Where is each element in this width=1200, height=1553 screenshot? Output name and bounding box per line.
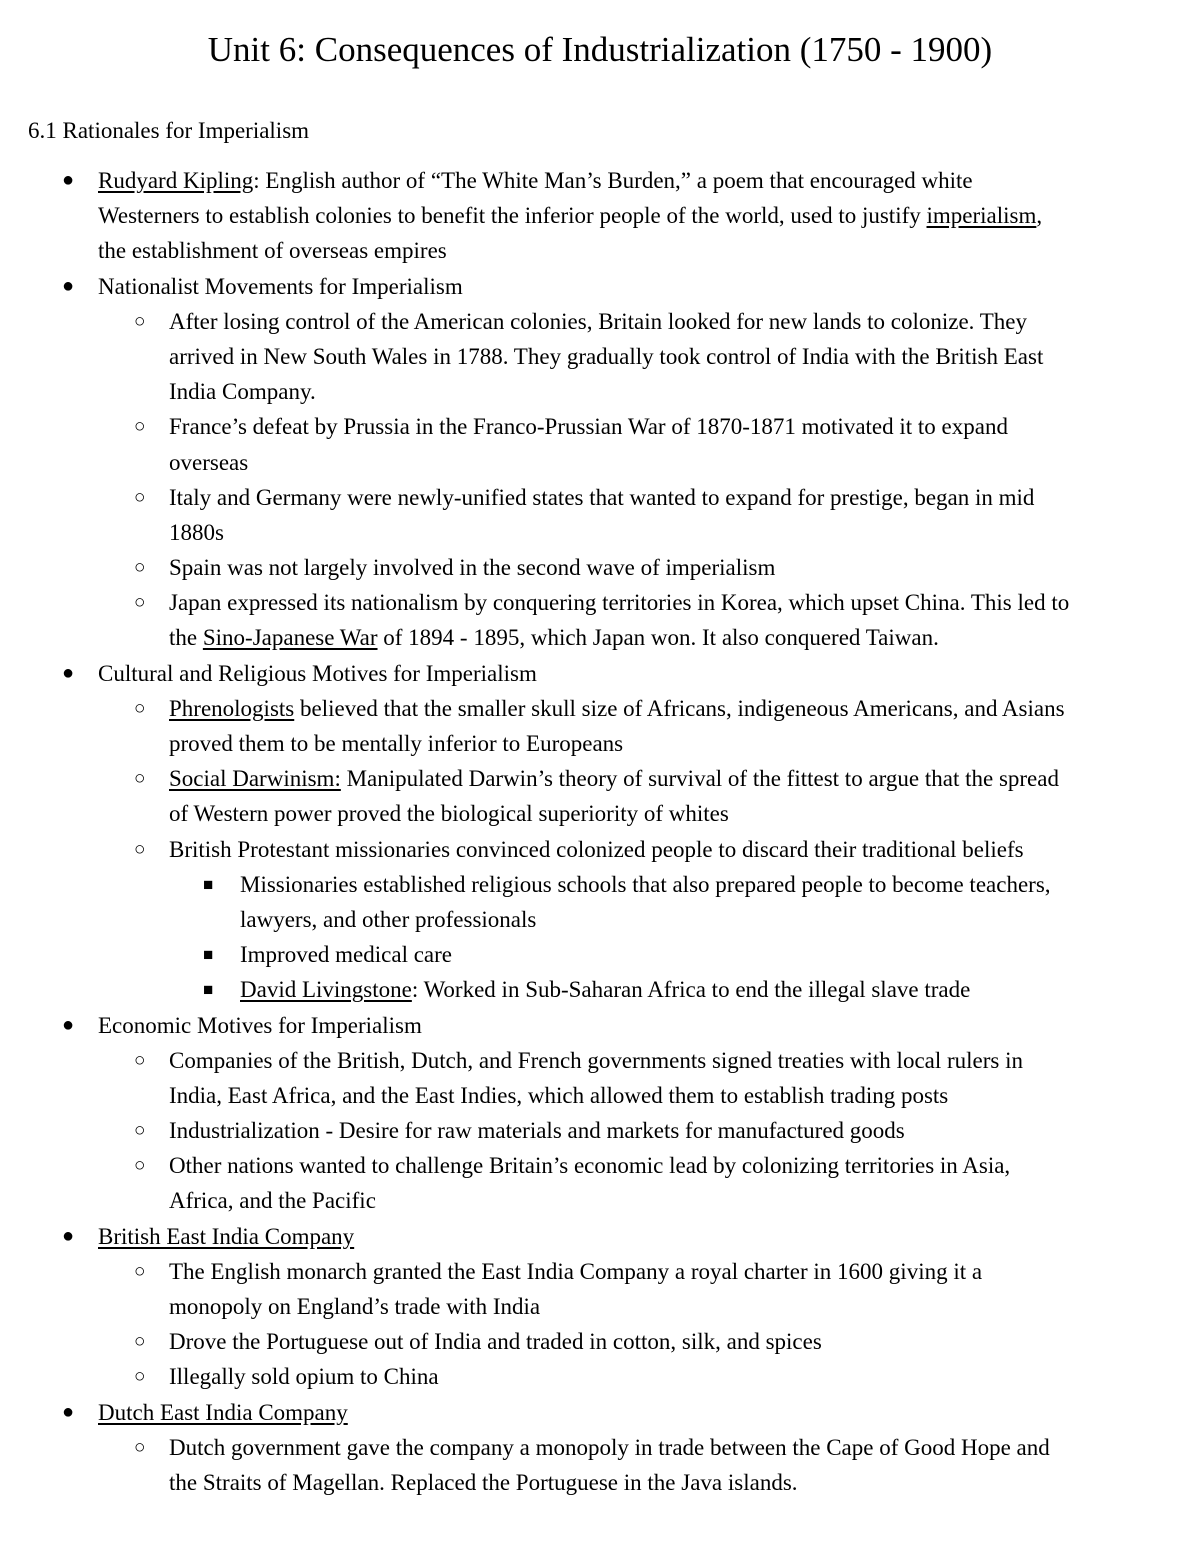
list-item: [0, 304, 1200, 339]
item-text: Cultural and Religious Motives for Imperialism: [98, 660, 537, 686]
list-item: [0, 867, 1200, 902]
item-text: Drove the Portuguese out of India and traded in cotton, silk, and spices: [169, 1329, 822, 1355]
filled-circle-bullet-icon: ●: [62, 1224, 75, 1247]
list-item-continuation: [0, 1078, 1200, 1113]
list-item: [0, 269, 1200, 304]
list-item: [0, 550, 1200, 585]
filled-circle-bullet-icon: ●: [62, 169, 75, 191]
item-text: The English monarch granted the East India Company a royal charter in 1600 giving it a: [169, 1258, 983, 1284]
filled-circle-bullet-icon: ●: [62, 1400, 75, 1423]
page-title: Unit 6: Consequences of Industrialization (1750 - 1900): [207, 30, 993, 69]
item-text: arrived in New South Wales in 1788. They gradually took control of India with the British East: [169, 343, 1044, 369]
list-item-continuation: [0, 796, 1200, 831]
filled-circle-bullet-icon: ●: [62, 274, 75, 297]
list-item-continuation: [0, 339, 1200, 374]
section-heading: 6.1 Rationales for Imperialism: [28, 118, 310, 143]
list-item-continuation: [0, 620, 1200, 655]
hollow-circle-bullet-icon: ○: [134, 310, 146, 332]
underlined-term: Phrenologists: [169, 695, 295, 721]
hollow-circle-bullet-icon: ○: [134, 416, 146, 438]
list-item: [0, 1113, 1200, 1148]
list-item: [0, 1148, 1200, 1183]
item-text: proved them to be mentally inferior to Europeans: [169, 731, 624, 756]
list-item-continuation: [0, 1183, 1200, 1218]
underlined-term: Dutch East India Company: [98, 1399, 348, 1425]
list-item: [0, 761, 1200, 796]
hollow-circle-bullet-icon: ○: [134, 1331, 146, 1353]
underlined-term: Sino-Japanese War: [202, 625, 378, 651]
item-text: India Company.: [169, 379, 316, 405]
list-item: [0, 1430, 1200, 1465]
bullet-outline: [0, 163, 1200, 1500]
hollow-circle-bullet-icon: ○: [134, 697, 146, 719]
filled-square-bullet-icon: ■: [203, 874, 214, 894]
list-item-continuation: [0, 374, 1200, 409]
list-item: [0, 1395, 1200, 1430]
item-text: the establishment of overseas empires: [98, 238, 447, 264]
list-item: [0, 163, 1200, 198]
item-text: Improved medical care: [240, 942, 452, 968]
item-text: the Straits of Magellan. Replaced the Portuguese in the Java islands.: [169, 1469, 798, 1495]
item-text: France’s defeat by Prussia in the Franco-Prussian War of 1870-1871 motivated it to expand: [169, 414, 1008, 440]
hollow-circle-bullet-icon: ○: [134, 1436, 146, 1458]
item-text: monopoly on England’s trade with India: [169, 1294, 541, 1319]
item-text: overseas: [169, 449, 249, 475]
item-text: Dutch government gave the company a monopoly in trade between the Cape of Good Hope and: [169, 1434, 1050, 1460]
list-item: [0, 1008, 1200, 1043]
underlined-term: Social Darwinism:: [169, 766, 341, 792]
item-text: Illegally sold opium to China: [169, 1364, 439, 1390]
underlined-term: imperialism: [926, 203, 1037, 229]
hollow-circle-bullet-icon: ○: [134, 557, 146, 579]
item-text: ,: [1036, 203, 1043, 229]
item-text: Africa, and the Pacific: [169, 1188, 376, 1214]
hollow-circle-bullet-icon: ○: [134, 486, 146, 508]
hollow-circle-bullet-icon: ○: [134, 1366, 146, 1388]
list-item: [0, 1043, 1200, 1078]
hollow-circle-bullet-icon: ○: [134, 1260, 146, 1282]
item-text: Nationalist Movements for Imperialism: [98, 273, 463, 299]
item-text: Missionaries established religious schools that also prepared people to become teachers,: [240, 871, 1051, 897]
item-text: Japan expressed its nationalism by conquering territories in Korea, which upset China. This led to: [169, 590, 1070, 616]
underlined-term: Rudyard Kipling: [98, 168, 254, 193]
filled-square-bullet-icon: ■: [203, 945, 214, 965]
item-text: Spain was not largely involved in the second wave of imperialism: [169, 555, 776, 581]
hollow-circle-bullet-icon: ○: [134, 1049, 146, 1071]
list-item-continuation: [0, 726, 1200, 761]
list-item-continuation: [0, 515, 1200, 550]
list-item: [0, 972, 1200, 1007]
list-item-continuation: [0, 902, 1200, 937]
list-item-continuation: [0, 445, 1200, 480]
item-text: of Western power proved the biological superiority of whites: [169, 801, 729, 827]
item-text: : Worked in Sub-Saharan Africa to end the illegal slave trade: [411, 977, 971, 1003]
item-text: British Protestant missionaries convinced colonized people to discard their traditional beliefs: [169, 836, 1024, 862]
item-text: After losing control of the American colonies, Britain looked for new lands to colonize. They: [169, 308, 1028, 334]
list-item: [0, 585, 1200, 620]
list-item: [0, 937, 1200, 972]
hollow-circle-bullet-icon: ○: [134, 592, 146, 614]
item-text: Manipulated Darwin’s theory of survival of the fittest to argue that the spread: [340, 766, 1059, 792]
list-item: [0, 409, 1200, 444]
underlined-term: British East India Company: [98, 1223, 355, 1249]
item-text: : English author of “The White Man’s Burden,” a poem that encouraged white: [253, 168, 973, 193]
filled-circle-bullet-icon: ●: [62, 661, 75, 684]
list-item-continuation: [0, 1289, 1200, 1324]
list-item: [0, 1219, 1200, 1254]
list-item: [0, 656, 1200, 691]
item-text: Economic Motives for Imperialism: [98, 1012, 422, 1038]
item-text: Westerners to establish colonies to benefit the inferior people of the world, used to justify: [98, 203, 927, 229]
list-item: [0, 1359, 1200, 1394]
filled-square-bullet-icon: ■: [203, 980, 214, 1000]
list-item: [0, 480, 1200, 515]
list-item: [0, 1324, 1200, 1359]
item-text: Italy and Germany were newly-unified states that wanted to expand for prestige, began in mid: [169, 484, 1035, 510]
item-text: India, East Africa, and the East Indies, which allowed them to establish trading posts: [169, 1082, 949, 1108]
list-item: [0, 832, 1200, 867]
hollow-circle-bullet-icon: ○: [134, 1155, 146, 1177]
underlined-term: David Livingstone: [240, 977, 412, 1003]
list-item: [0, 1254, 1200, 1289]
filled-circle-bullet-icon: ●: [62, 1013, 75, 1036]
item-text: of 1894 - 1895, which Japan won. It also conquered Taiwan.: [377, 625, 939, 651]
item-text: Industrialization - Desire for raw materials and markets for manufactured goods: [169, 1118, 905, 1144]
item-text: Other nations wanted to challenge Britain’s economic lead by colonizing territories in Asia,: [169, 1153, 1011, 1179]
hollow-circle-bullet-icon: ○: [134, 1120, 146, 1142]
item-text: lawyers, and other professionals: [240, 906, 537, 932]
list-item-continuation: [0, 233, 1200, 268]
item-text: Companies of the British, Dutch, and French governments signed treaties with local rulers in: [169, 1047, 1024, 1073]
item-text: 1880s: [169, 519, 224, 545]
hollow-circle-bullet-icon: ○: [134, 838, 146, 860]
list-item: [0, 691, 1200, 726]
hollow-circle-bullet-icon: ○: [134, 768, 146, 790]
list-item-continuation: [0, 198, 1200, 233]
list-item-continuation: [0, 1465, 1200, 1500]
item-text: the: [169, 625, 203, 651]
item-text: believed that the smaller skull size of Africans, indigeneous Americans, and Asians: [294, 695, 1065, 721]
